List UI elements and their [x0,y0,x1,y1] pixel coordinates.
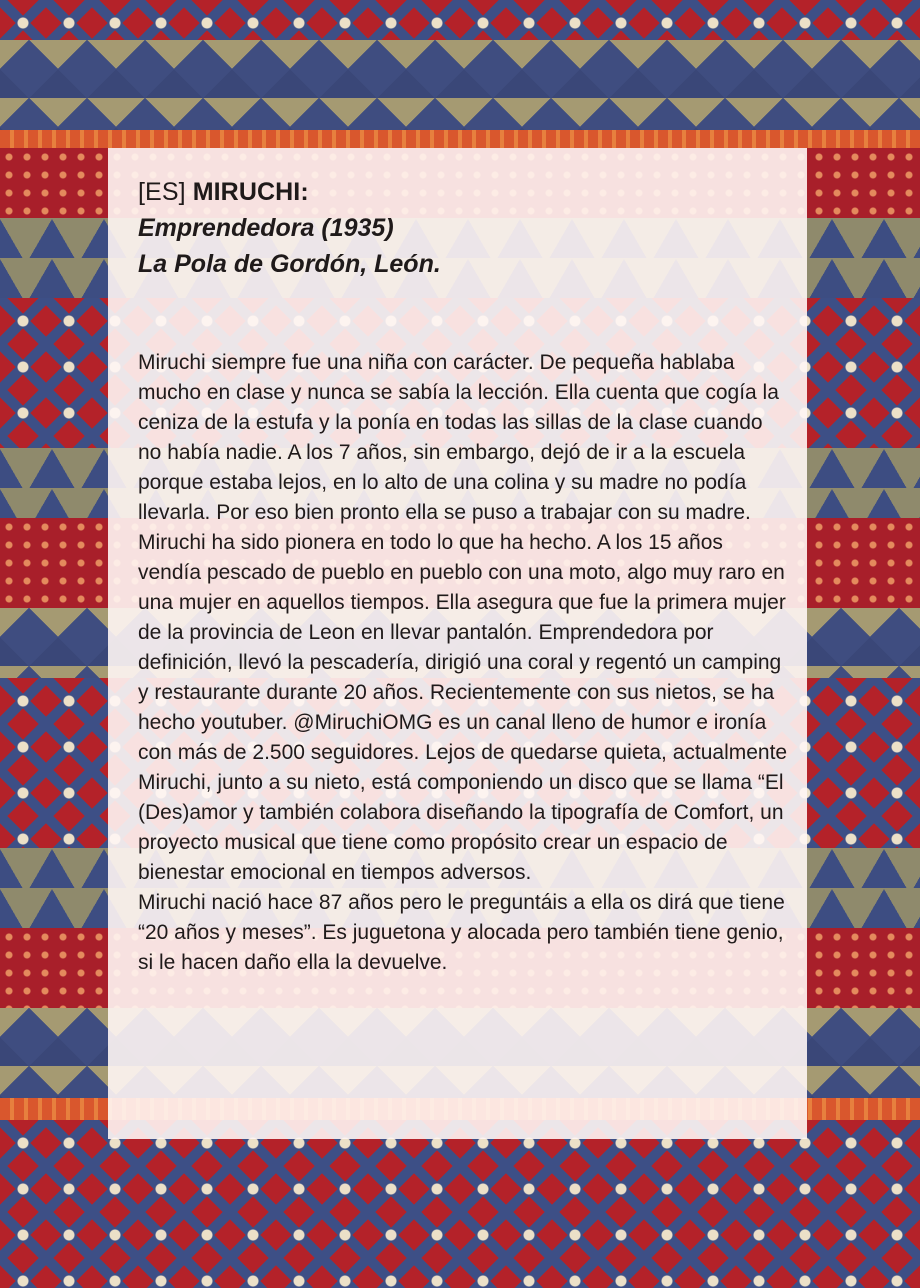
body-paragraph: Miruchi siempre fue una niña con carácter. De pequeña hablaba mucho en clase y nunca se sabía la lección. Ella cuenta que cogía la ceniza de la estufa y la ponía en todas las sillas de la clase cuando no había nadie. A los 7 años, sin embargo, dejó de ir a la escuela porque estaba lejos, en lo alto de una colina y su madre no podía llevarla. Por eso bien pronto ella se puso a trabajar con su madre. [138,351,779,524]
knit-band-chevrons [0,40,920,130]
heading-title [138,174,807,210]
occupation-line: Emprendedora (1935) [138,214,394,242]
knit-band-diamonds [0,1120,920,1288]
person-name: MIRUCHI: [192,178,309,206]
biography-panel [108,148,807,1139]
body-paragraph: Miruchi ha sido pionera en todo lo que ha hecho. A los 15 años vendía pescado de pueblo en pueblo con una moto, algo muy raro en una mujer en aquellos tiempos. Ella asegura que fue la primera mujer de la provincia de Leon en llevar pantalón. Emprendedora por definición, llevó la pescadería, dirigió una coral y regentó un camping y restaurante durante 20 años. Recientemente con sus nietos, se ha hecho youtuber. @MiruchiOMG es un canal lleno de humor e ironía con más de 2.500 seguidores. Lejos de quedarse quieta, actualmente Miruchi, junto a su nieto, está componiendo un disco que se llama “El (Des)amor y también colabora diseñando la tipografía de Comfort, un proyecto musical que tiene como propósito crear un espacio de bienestar emocional en tiempos adversos. [138,531,788,884]
knit-band-stripe [0,130,920,148]
place-line: La Pola de Gordón, León. [138,250,441,278]
language-tag: [ES] [138,178,186,206]
biography-body [138,348,788,978]
body-paragraph: Miruchi nació hace 87 años pero le preguntáis a ella os dirá que tiene “20 años y meses”. Es juguetona y alocada pero también tiene genio, si le hacen daño ella la devuelve. [138,891,785,974]
knit-band-diamonds [0,0,920,40]
